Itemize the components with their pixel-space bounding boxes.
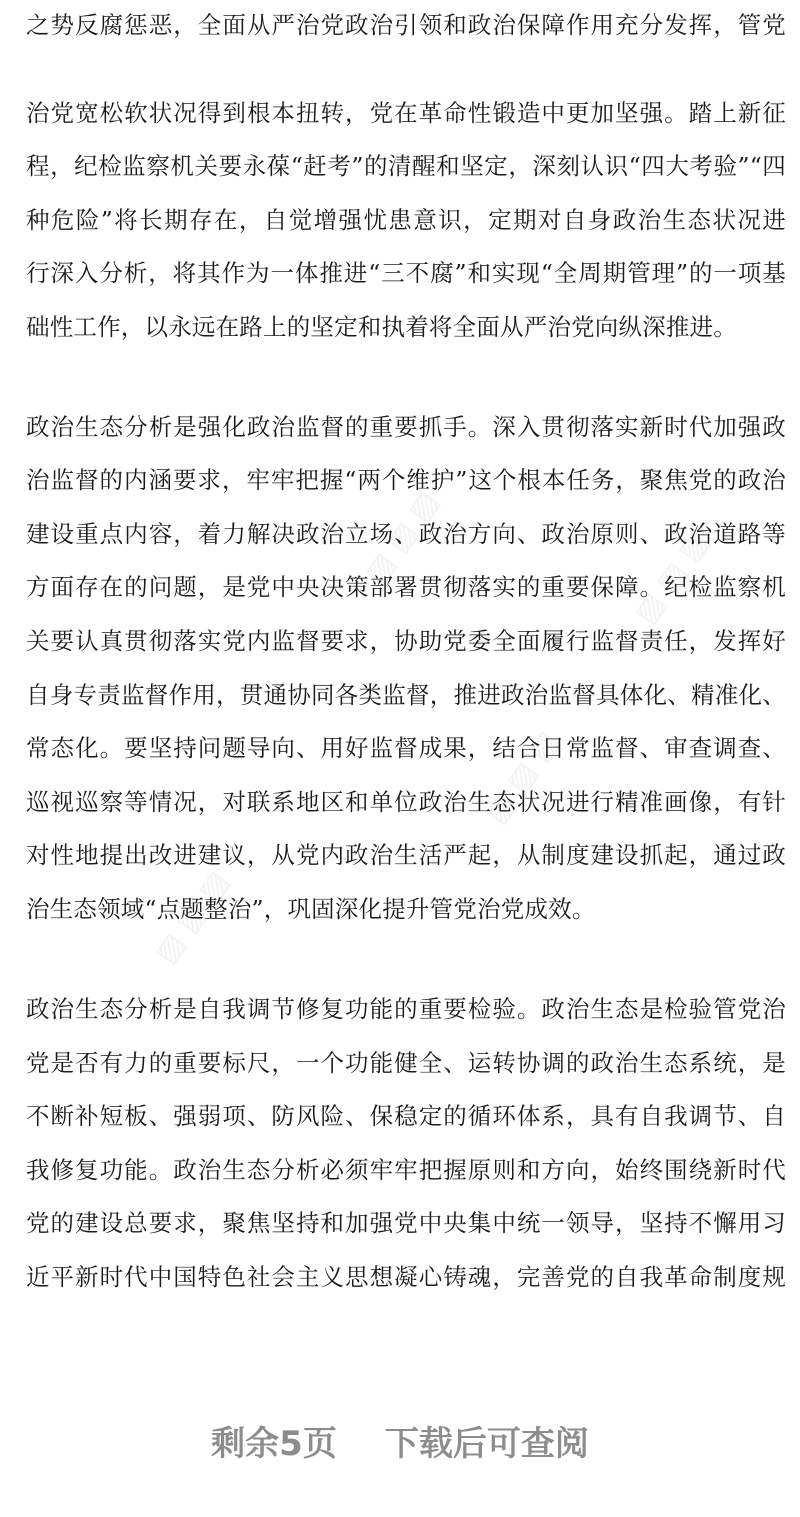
paragraph-line: 之势反腐惩恶，全面从严治党政治引领和政治保障作用充分发挥，管党 — [26, 11, 786, 39]
paragraph-line: 关要认真贯彻落实党内监督要求，协助党委全面履行监督责任，发挥好 — [26, 627, 786, 655]
paragraph-line: 方面存在的问题，是党中央决策部署贯彻落实的重要保障。纪检监察机 — [26, 573, 786, 601]
paragraph-line: 治党宽松软状况得到根本扭转，党在革命性锻造中更加坚强。踏上新征 — [26, 99, 786, 127]
paragraph-line: 治生态领域“点题整治”，巩固深化提升管党治党成效。 — [26, 895, 596, 923]
paragraph-line: 对性地提出改进建议，从党内政治生活严起，从制度建设抓起，通过政 — [26, 841, 786, 869]
paragraph-line: 我修复功能。政治生态分析必须牢牢把握原则和方向，始终围绕新时代 — [26, 1156, 786, 1184]
paragraph-line: 础性工作，以永远在路上的坚定和执着将全面从严治党向纵深推进。 — [26, 313, 737, 341]
paragraph-line: 程，纪检监察机关要永葆“赶考”的清醒和坚定，深刻认识“四大考验”“四 — [26, 152, 786, 180]
paragraph-line: 治监督的内涵要求，牢牢把握“两个维护”这个根本任务，聚焦党的政治 — [26, 466, 786, 494]
paragraph-line: 政治生态分析是自我调节修复功能的重要检验。政治生态是检验管党治 — [26, 995, 786, 1023]
remaining-pages-label[interactable]: 剩余5页 — [211, 1423, 337, 1464]
paragraph-line: 不断补短板、强弱项、防风险、保稳定的循环体系，具有自我调节、自 — [26, 1102, 786, 1130]
watermark: ▨ ▨ ▨ — [357, 484, 447, 591]
paragraph-line: 行深入分析，将其作为一体推进“三不腐”和实现“全周期管理”的一项基 — [26, 259, 786, 287]
watermark: ▨ ▨ ▨ — [627, 524, 717, 631]
paragraph-line: 政治生态分析是强化政治监督的重要抓手。深入贯彻落实新时代加强政 — [26, 413, 786, 441]
paragraph-line: 巡视巡察等情况，对联系地区和单位政治生态状况进行精准画像，有针 — [26, 788, 786, 816]
watermark: ▨ ▨ ▨ — [147, 864, 237, 971]
download-to-view-label[interactable]: 下载后可查阅 — [384, 1423, 589, 1464]
paragraph-line: 建设重点内容，着力解决政治立场、政治方向、政治原则、政治道路等 — [26, 520, 786, 548]
paragraph-line: 常态化。要坚持问题导向、用好监督成果，结合日常监督、审查调查、 — [26, 734, 786, 762]
paragraph-line: 种危险”将长期存在，自觉增强忧患意识，定期对自身政治生态状况进 — [26, 206, 786, 234]
watermark: ▨ ▨ ▨ — [477, 724, 567, 831]
paragraph-line: 党是否有力的重要标尺，一个功能健全、运转协调的政治生态系统，是 — [26, 1049, 786, 1077]
paragraph-line: 自身专责监督作用，贯通协同各类监督，推进政治监督具体化、精准化、 — [26, 681, 786, 709]
download-prompt-bar[interactable] — [0, 1410, 800, 1470]
paragraph-line: 党的建设总要求，聚焦坚持和加强党中央集中统一领导，坚持不懈用习 — [26, 1209, 786, 1237]
paragraph-line: 近平新时代中国特色社会主义思想凝心铸魂，完善党的自我革命制度规 — [26, 1263, 786, 1291]
